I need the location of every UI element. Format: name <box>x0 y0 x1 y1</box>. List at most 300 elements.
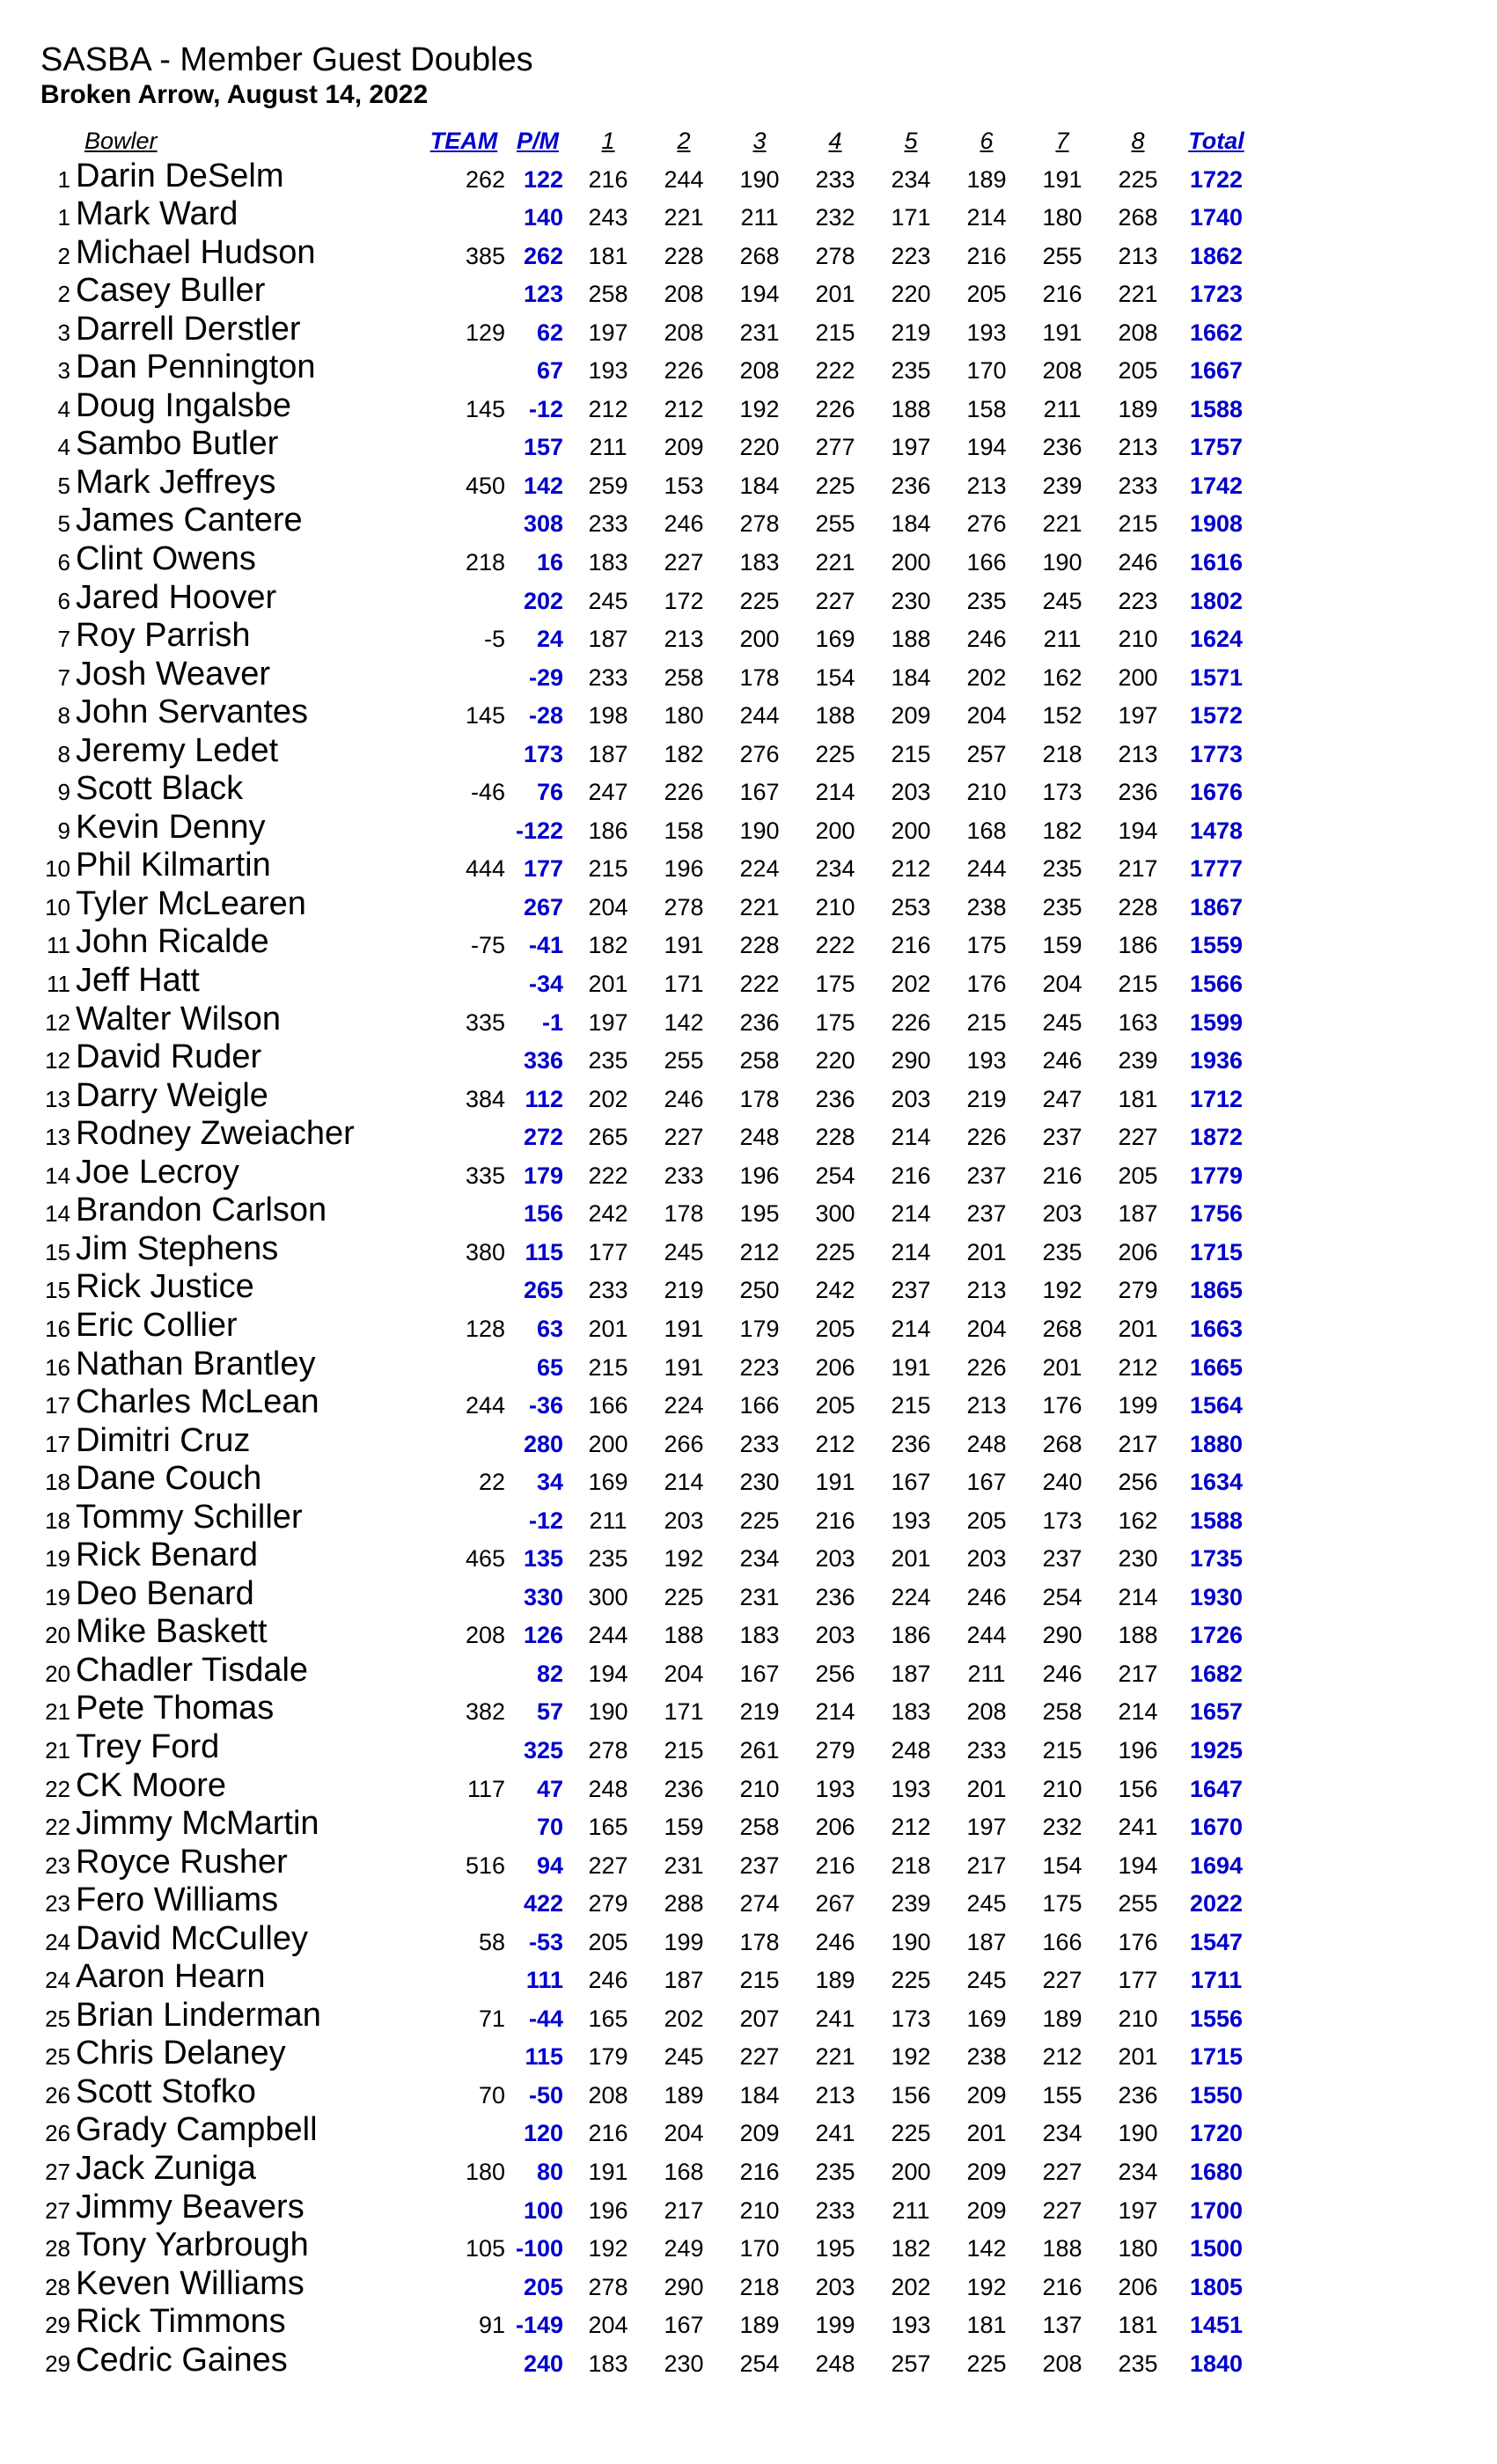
game-score: 142 <box>664 1008 704 1036</box>
game-score: 277 <box>815 434 855 461</box>
game-score: 156 <box>1118 1775 1158 1802</box>
game-score: 225 <box>1118 165 1158 193</box>
bowler-name: Trey Ford <box>76 1727 220 1765</box>
rank-cell: 15 <box>45 1238 70 1265</box>
game-score: 234 <box>891 165 931 193</box>
plus-minus: -28 <box>528 702 563 730</box>
game-score: 201 <box>1118 2043 1158 2071</box>
game-score: 243 <box>588 204 628 231</box>
game-score: 232 <box>1042 1814 1082 1841</box>
team-score <box>422 2109 505 2148</box>
game-score: 235 <box>1118 2350 1158 2377</box>
total-score: 1680 <box>1189 2158 1244 2185</box>
game-score: 236 <box>664 1775 704 1802</box>
game-score: 237 <box>966 1162 1007 1189</box>
rank-cell: 24 <box>45 1967 70 1994</box>
game-score: 213 <box>966 472 1007 499</box>
total-score: 1712 <box>1189 1085 1244 1112</box>
plus-minus: 65 <box>536 1353 563 1381</box>
plus-minus: 422 <box>523 1890 563 1918</box>
rank-cell: 13 <box>45 1124 70 1151</box>
game-score: 216 <box>1042 281 1082 308</box>
game-score: 182 <box>664 740 704 767</box>
game-score: 228 <box>1118 893 1158 920</box>
game-score: 200 <box>815 817 855 844</box>
game-score: 199 <box>815 2312 855 2339</box>
game-score: 187 <box>966 1928 1007 1955</box>
game-score: 189 <box>664 2081 704 2108</box>
game-score: 290 <box>1042 1622 1082 1649</box>
team-score: 450 <box>465 472 505 499</box>
game-score: 227 <box>664 549 704 576</box>
bowler-name: Casey Buller <box>76 272 266 310</box>
plus-minus: 336 <box>523 1047 563 1074</box>
game-score: 247 <box>588 779 628 806</box>
table-row <box>35 845 1257 884</box>
table-row <box>35 1151 1257 1190</box>
table-row <box>35 883 1257 921</box>
game-score: 201 <box>891 1545 931 1573</box>
game-score: 176 <box>1042 1392 1082 1419</box>
game-score: 290 <box>891 1047 931 1074</box>
game-score: 246 <box>588 1967 628 1994</box>
game-score: 189 <box>1118 395 1158 422</box>
plus-minus: -1 <box>541 1008 563 1036</box>
game-score: 231 <box>739 1583 780 1610</box>
game-score: 225 <box>891 1967 931 1994</box>
total-score: 1880 <box>1189 1430 1244 1457</box>
game-score: 211 <box>1043 395 1082 422</box>
game-score: 233 <box>815 2196 855 2224</box>
game-score: 215 <box>1042 1736 1082 1764</box>
bowler-name: Kevin Denny <box>76 808 266 846</box>
game-score: 255 <box>1042 242 1082 269</box>
total-score: 1571 <box>1189 664 1244 691</box>
table-row <box>35 1304 1257 1343</box>
bowler-name: Rodney Zweiacher <box>76 1115 355 1153</box>
bowler-name: Nathan Brantley <box>76 1345 316 1382</box>
game-score: 215 <box>891 1392 931 1419</box>
game-score: 266 <box>664 1430 704 1457</box>
table-row <box>35 1037 1257 1075</box>
team-score: -75 <box>470 932 505 959</box>
game-score: 278 <box>664 893 704 920</box>
bowler-name: Josh Weaver <box>76 655 271 693</box>
team-score: 208 <box>465 1622 505 1649</box>
bowler-name: Aaron Hearn <box>76 1958 266 1996</box>
bowler-name: Rick Justice <box>76 1268 254 1306</box>
total-score: 1559 <box>1189 932 1244 959</box>
bowler-name: Rick Timmons <box>76 2303 286 2341</box>
game-score: 203 <box>891 1085 931 1112</box>
rank-cell: 6 <box>57 549 70 576</box>
game-score: 201 <box>966 1238 1007 1265</box>
table-row <box>35 692 1257 730</box>
game-score: 212 <box>891 1814 931 1841</box>
game-score: 182 <box>588 932 628 959</box>
plus-minus: 142 <box>523 472 563 499</box>
game-score: 216 <box>588 2120 628 2147</box>
bowler-name: Chris Delaney <box>76 2035 286 2072</box>
team-score <box>422 1649 505 1688</box>
game-score: 223 <box>739 1353 780 1381</box>
game-score: 166 <box>588 1392 628 1419</box>
game-score: 200 <box>1118 664 1158 691</box>
game-score: 241 <box>1118 1814 1158 1841</box>
game-score: 227 <box>815 587 855 614</box>
plus-minus: 156 <box>523 1200 563 1228</box>
total-score: 1930 <box>1189 1583 1244 1610</box>
game-score: 216 <box>739 2158 780 2185</box>
game-score: 238 <box>966 893 1007 920</box>
game-score: 234 <box>1118 2158 1158 2185</box>
total-score: 1936 <box>1189 1047 1244 1074</box>
game-score: 158 <box>664 817 704 844</box>
game-score: 193 <box>588 357 628 385</box>
bowler-name: Brandon Carlson <box>76 1192 327 1229</box>
game-score: 235 <box>891 357 931 385</box>
game-score: 190 <box>588 1698 628 1726</box>
game-score: 214 <box>664 1469 704 1496</box>
bowler-name: Jeff Hatt <box>76 962 200 1000</box>
table-row <box>35 2186 1257 2225</box>
total-score: 1500 <box>1189 2235 1244 2262</box>
game-score: 228 <box>739 932 780 959</box>
header-game-8: 8 <box>1131 128 1145 154</box>
game-score: 239 <box>1118 1047 1158 1074</box>
total-score: 1862 <box>1189 242 1244 269</box>
bowler-name: Doug Ingalsbe <box>76 386 292 424</box>
bowler-name: Brian Linderman <box>76 1996 321 2034</box>
game-score: 196 <box>588 2196 628 2224</box>
team-score: 218 <box>465 549 505 576</box>
game-score: 300 <box>588 1583 628 1610</box>
bowler-name: Deo Benard <box>76 1574 254 1612</box>
table-row <box>35 768 1257 807</box>
game-score: 216 <box>588 165 628 193</box>
game-score: 204 <box>966 1315 1007 1342</box>
plus-minus: 57 <box>536 1698 563 1726</box>
game-score: 184 <box>891 510 931 538</box>
game-score: 206 <box>815 1814 855 1841</box>
plus-minus: 179 <box>523 1162 563 1189</box>
table-row <box>35 2262 1257 2301</box>
game-score: 214 <box>891 1315 931 1342</box>
plus-minus: 123 <box>523 281 563 308</box>
header-total: Total <box>1188 128 1244 154</box>
total-score: 1742 <box>1189 472 1244 499</box>
table-row <box>35 2147 1257 2186</box>
game-score: 228 <box>664 242 704 269</box>
game-score: 175 <box>815 971 855 998</box>
game-score: 226 <box>966 1124 1007 1151</box>
game-score: 179 <box>588 2043 628 2071</box>
game-score: 196 <box>739 1162 780 1189</box>
game-score: 203 <box>664 1507 704 1534</box>
game-score: 278 <box>588 2273 628 2300</box>
game-score: 171 <box>891 204 931 231</box>
game-score: 218 <box>739 2273 780 2300</box>
total-score: 1663 <box>1189 1315 1244 1342</box>
bowler-name: Dimitri Cruz <box>76 1421 251 1459</box>
game-score: 212 <box>1118 1353 1158 1381</box>
bowler-name: Jim Stephens <box>76 1229 279 1267</box>
game-score: 142 <box>966 2235 1007 2262</box>
total-score: 1588 <box>1189 1507 1244 1534</box>
team-score: 105 <box>465 2235 505 2262</box>
game-score: 256 <box>815 1660 855 1687</box>
game-score: 153 <box>664 472 704 499</box>
rank-cell: 17 <box>45 1392 70 1419</box>
game-score: 189 <box>815 1967 855 1994</box>
total-score: 1599 <box>1189 1008 1244 1036</box>
bowler-name: Tommy Schiller <box>76 1498 303 1536</box>
total-score: 1779 <box>1189 1162 1244 1189</box>
total-score: 1865 <box>1189 1277 1244 1304</box>
total-score: 1550 <box>1189 2081 1244 2108</box>
game-score: 200 <box>588 1430 628 1457</box>
bowler-name: Mike Baskett <box>76 1613 268 1651</box>
game-score: 177 <box>588 1238 628 1265</box>
game-score: 180 <box>1118 2235 1158 2262</box>
total-score: 1840 <box>1189 2350 1244 2377</box>
game-score: 246 <box>1118 549 1158 576</box>
team-score <box>422 2033 505 2072</box>
game-score: 194 <box>1118 1852 1158 1879</box>
rank-cell: 6 <box>57 587 70 614</box>
plus-minus: 34 <box>536 1469 563 1496</box>
game-score: 225 <box>815 472 855 499</box>
game-score: 300 <box>815 1200 855 1228</box>
rank-cell: 8 <box>57 702 70 730</box>
game-score: 214 <box>891 1200 931 1228</box>
game-score: 225 <box>815 740 855 767</box>
team-score <box>422 1726 505 1764</box>
game-score: 163 <box>1118 1008 1158 1036</box>
total-score: 1572 <box>1189 702 1244 730</box>
game-score: 235 <box>815 2158 855 2185</box>
team-score <box>422 270 505 309</box>
game-score: 219 <box>739 1698 780 1726</box>
team-score <box>422 1956 505 1995</box>
game-score: 204 <box>664 2120 704 2147</box>
rank-cell: 14 <box>45 1200 70 1228</box>
total-score: 1566 <box>1189 971 1244 998</box>
plus-minus: -44 <box>528 2005 563 2032</box>
game-score: 203 <box>815 2273 855 2300</box>
game-score: 237 <box>1042 1545 1082 1573</box>
header-game-5: 5 <box>904 128 918 154</box>
game-score: 172 <box>664 587 704 614</box>
team-score <box>422 423 505 462</box>
team-score <box>422 1037 505 1075</box>
rank-cell: 18 <box>45 1507 70 1534</box>
game-score: 290 <box>664 2273 704 2300</box>
game-score: 203 <box>891 779 931 806</box>
plus-minus: -53 <box>528 1928 563 1955</box>
game-score: 215 <box>1118 510 1158 538</box>
game-score: 158 <box>966 395 1007 422</box>
game-score: 244 <box>966 855 1007 883</box>
game-score: 245 <box>966 1967 1007 1994</box>
bowler-name: Scott Black <box>76 770 244 808</box>
game-score: 279 <box>815 1736 855 1764</box>
total-score: 1723 <box>1189 281 1244 308</box>
game-score: 214 <box>1118 1698 1158 1726</box>
game-score: 245 <box>966 1890 1007 1918</box>
game-score: 191 <box>815 1469 855 1496</box>
game-score: 184 <box>739 2081 780 2108</box>
game-score: 177 <box>1118 1967 1158 1994</box>
rank-cell: 22 <box>45 1775 70 1802</box>
game-score: 216 <box>815 1507 855 1534</box>
game-score: 214 <box>1118 1583 1158 1610</box>
game-score: 236 <box>1118 2081 1158 2108</box>
plus-minus: 157 <box>523 434 563 461</box>
game-score: 167 <box>891 1469 931 1496</box>
game-score: 234 <box>815 855 855 883</box>
game-score: 233 <box>588 1277 628 1304</box>
total-score: 1647 <box>1189 1775 1244 1802</box>
game-score: 235 <box>966 587 1007 614</box>
game-score: 191 <box>664 1353 704 1381</box>
bowler-name: Eric Collier <box>76 1306 238 1344</box>
game-score: 193 <box>966 319 1007 346</box>
game-score: 208 <box>588 2081 628 2108</box>
team-score <box>422 347 505 385</box>
game-score: 182 <box>891 2235 931 2262</box>
bowler-name: Jack Zuniga <box>76 2149 256 2187</box>
rank-cell: 9 <box>57 817 70 844</box>
total-score: 1867 <box>1189 893 1244 920</box>
team-score <box>422 806 505 845</box>
team-score <box>422 883 505 921</box>
game-score: 236 <box>815 1583 855 1610</box>
game-score: 245 <box>664 1238 704 1265</box>
game-score: 188 <box>891 626 931 653</box>
game-score: 227 <box>1042 2158 1082 2185</box>
game-score: 227 <box>739 2043 780 2071</box>
game-score: 167 <box>664 2312 704 2339</box>
table-row <box>35 921 1257 960</box>
game-score: 187 <box>1118 1200 1158 1228</box>
bowler-name: Chadler Tisdale <box>76 1651 309 1689</box>
game-score: 205 <box>966 1507 1007 1534</box>
game-score: 249 <box>664 2235 704 2262</box>
game-score: 236 <box>1118 779 1158 806</box>
team-score: 71 <box>478 2005 505 2032</box>
team-score <box>422 1573 505 1611</box>
game-score: 242 <box>588 1200 628 1228</box>
game-score: 208 <box>966 1698 1007 1726</box>
game-score: 200 <box>891 549 931 576</box>
game-score: 191 <box>588 2158 628 2185</box>
game-score: 244 <box>739 702 780 730</box>
game-score: 210 <box>966 779 1007 806</box>
game-score: 224 <box>739 855 780 883</box>
table-row <box>35 2071 1257 2109</box>
game-score: 222 <box>815 932 855 959</box>
table-row <box>35 194 1257 232</box>
game-score: 207 <box>739 2005 780 2032</box>
scores-table <box>35 123 1257 2378</box>
plus-minus: 62 <box>536 319 563 346</box>
game-score: 279 <box>1118 1277 1158 1304</box>
plus-minus: 265 <box>523 1277 563 1304</box>
game-score: 261 <box>739 1736 780 1764</box>
game-score: 219 <box>966 1085 1007 1112</box>
team-score: 244 <box>465 1392 505 1419</box>
game-score: 248 <box>588 1775 628 1802</box>
game-score: 225 <box>739 1507 780 1534</box>
plus-minus: -122 <box>515 817 563 844</box>
game-score: 173 <box>1042 1507 1082 1534</box>
game-score: 205 <box>815 1315 855 1342</box>
game-score: 278 <box>588 1736 628 1764</box>
team-score <box>422 1190 505 1228</box>
header-game-4: 4 <box>828 128 842 154</box>
game-score: 175 <box>815 1008 855 1036</box>
bowler-name: Grady Campbell <box>76 2111 318 2149</box>
team-score: 382 <box>465 1698 505 1726</box>
rank-cell: 21 <box>45 1698 70 1726</box>
total-score: 1757 <box>1189 434 1244 461</box>
game-score: 259 <box>588 472 628 499</box>
game-score: 248 <box>815 2350 855 2377</box>
game-score: 199 <box>664 1928 704 1955</box>
game-score: 224 <box>891 1583 931 1610</box>
game-score: 225 <box>739 587 780 614</box>
game-score: 201 <box>588 971 628 998</box>
game-score: 216 <box>891 1162 931 1189</box>
table-row <box>35 1458 1257 1497</box>
team-score <box>422 1880 505 1918</box>
rank-cell: 4 <box>57 395 70 422</box>
rank-cell: 25 <box>45 2005 70 2032</box>
game-score: 238 <box>966 2043 1007 2071</box>
bowler-name: Cedric Gaines <box>76 2341 288 2379</box>
total-score: 1711 <box>1190 1967 1243 1994</box>
table-row <box>35 615 1257 654</box>
game-score: 154 <box>815 664 855 691</box>
game-score: 184 <box>739 472 780 499</box>
total-score: 1872 <box>1189 1124 1244 1151</box>
game-score: 197 <box>966 1814 1007 1841</box>
game-score: 162 <box>1042 664 1082 691</box>
game-score: 209 <box>966 2158 1007 2185</box>
team-score <box>422 1496 505 1535</box>
total-score: 1726 <box>1189 1622 1244 1649</box>
game-score: 211 <box>1043 626 1082 653</box>
game-score: 233 <box>1118 472 1158 499</box>
game-score: 212 <box>815 1430 855 1457</box>
plus-minus: -100 <box>515 2235 563 2262</box>
game-score: 233 <box>739 1430 780 1457</box>
game-score: 170 <box>966 357 1007 385</box>
game-score: 258 <box>664 664 704 691</box>
game-score: 197 <box>588 1008 628 1036</box>
game-score: 181 <box>1118 2312 1158 2339</box>
game-score: 152 <box>1042 702 1082 730</box>
game-score: 221 <box>815 549 855 576</box>
rank-cell: 7 <box>57 664 70 691</box>
table-row <box>35 1190 1257 1228</box>
total-score: 1715 <box>1189 2043 1244 2071</box>
team-score: 516 <box>465 1852 505 1879</box>
game-score: 288 <box>664 1890 704 1918</box>
bowler-name: Joe Lecroy <box>76 1153 239 1191</box>
game-score: 233 <box>664 1162 704 1189</box>
